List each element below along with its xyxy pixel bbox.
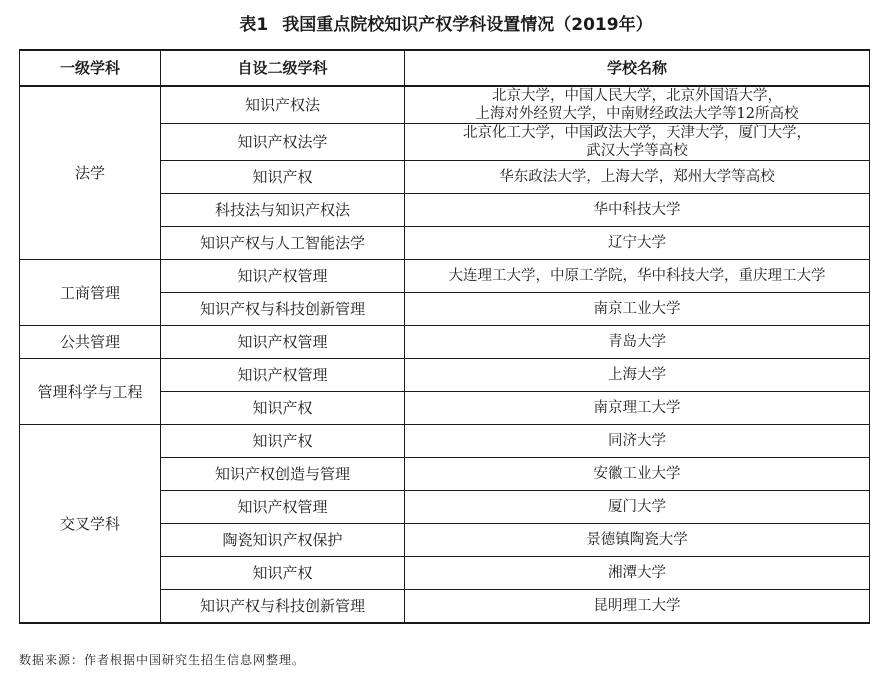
group-business: 工商管理 bbox=[20, 260, 161, 326]
discipline-table bbox=[19, 49, 870, 624]
table-row bbox=[20, 86, 870, 124]
subject-cell: 陶瓷知识产权保护 bbox=[161, 524, 405, 557]
subject-cell: 知识产权管理 bbox=[161, 260, 405, 293]
header-level2: 自设二级学科 bbox=[161, 50, 405, 86]
group-cross: 交叉学科 bbox=[20, 425, 161, 624]
subject-cell: 知识产权管理 bbox=[161, 359, 405, 392]
school-cell: 昆明理工大学 bbox=[405, 590, 870, 624]
table-row bbox=[20, 425, 870, 458]
school-cell: 青岛大学 bbox=[405, 326, 870, 359]
header-schools: 学校名称 bbox=[405, 50, 870, 86]
subject-cell: 知识产权 bbox=[161, 161, 405, 194]
subject-cell: 科技法与知识产权法 bbox=[161, 194, 405, 227]
subject-cell: 知识产权法学 bbox=[161, 124, 405, 161]
table-row bbox=[20, 359, 870, 392]
subject-cell: 知识产权与科技创新管理 bbox=[161, 590, 405, 624]
school-cell: 华东政法大学，上海大学，郑州大学等高校 bbox=[405, 161, 870, 194]
subject-cell: 知识产权管理 bbox=[161, 491, 405, 524]
subject-cell: 知识产权 bbox=[161, 392, 405, 425]
school-cell: 湘潭大学 bbox=[405, 557, 870, 590]
school-cell: 景德镇陶瓷大学 bbox=[405, 524, 870, 557]
school-line: 北京化工大学，中国政法大学，天津大学，厦门大学， bbox=[463, 125, 811, 141]
subject-cell: 知识产权 bbox=[161, 557, 405, 590]
table-title bbox=[0, 14, 892, 36]
school-cell: 华中科技大学 bbox=[405, 194, 870, 227]
source-note: 数据来源：作者根据中国研究生招生信息网整理。 bbox=[19, 653, 306, 667]
school-cell: 同济大学 bbox=[405, 425, 870, 458]
school-line: 北京大学，中国人民大学，北京外国语大学， bbox=[492, 88, 782, 104]
school-cell: 上海大学 bbox=[405, 359, 870, 392]
subject-cell: 知识产权与科技创新管理 bbox=[161, 293, 405, 326]
header-level1: 一级学科 bbox=[20, 50, 161, 86]
school-cell: 安徽工业大学 bbox=[405, 458, 870, 491]
school-cell: 辽宁大学 bbox=[405, 227, 870, 260]
school-cell bbox=[405, 86, 870, 124]
table-title-text: 我国重点院校知识产权学科设置情况（2019年） bbox=[282, 15, 653, 35]
table-row bbox=[20, 326, 870, 359]
school-cell bbox=[405, 124, 870, 161]
school-cell: 南京理工大学 bbox=[405, 392, 870, 425]
subject-cell: 知识产权与人工智能法学 bbox=[161, 227, 405, 260]
header-row bbox=[20, 50, 870, 86]
subject-cell: 知识产权创造与管理 bbox=[161, 458, 405, 491]
table-row bbox=[20, 260, 870, 293]
group-mse: 管理科学与工程 bbox=[20, 359, 161, 425]
school-cell: 大连理工大学，中原工学院，华中科技大学，重庆理工大学 bbox=[405, 260, 870, 293]
group-public: 公共管理 bbox=[20, 326, 161, 359]
group-law: 法学 bbox=[20, 86, 161, 260]
subject-cell: 知识产权管理 bbox=[161, 326, 405, 359]
subject-cell: 知识产权法 bbox=[161, 86, 405, 124]
table-number: 表1 bbox=[239, 15, 269, 35]
school-line: 上海对外经贸大学，中南财经政法大学等12所高校 bbox=[475, 106, 799, 122]
school-line: 武汉大学等高校 bbox=[586, 143, 688, 159]
school-cell: 南京工业大学 bbox=[405, 293, 870, 326]
subject-cell: 知识产权 bbox=[161, 425, 405, 458]
school-cell: 厦门大学 bbox=[405, 491, 870, 524]
